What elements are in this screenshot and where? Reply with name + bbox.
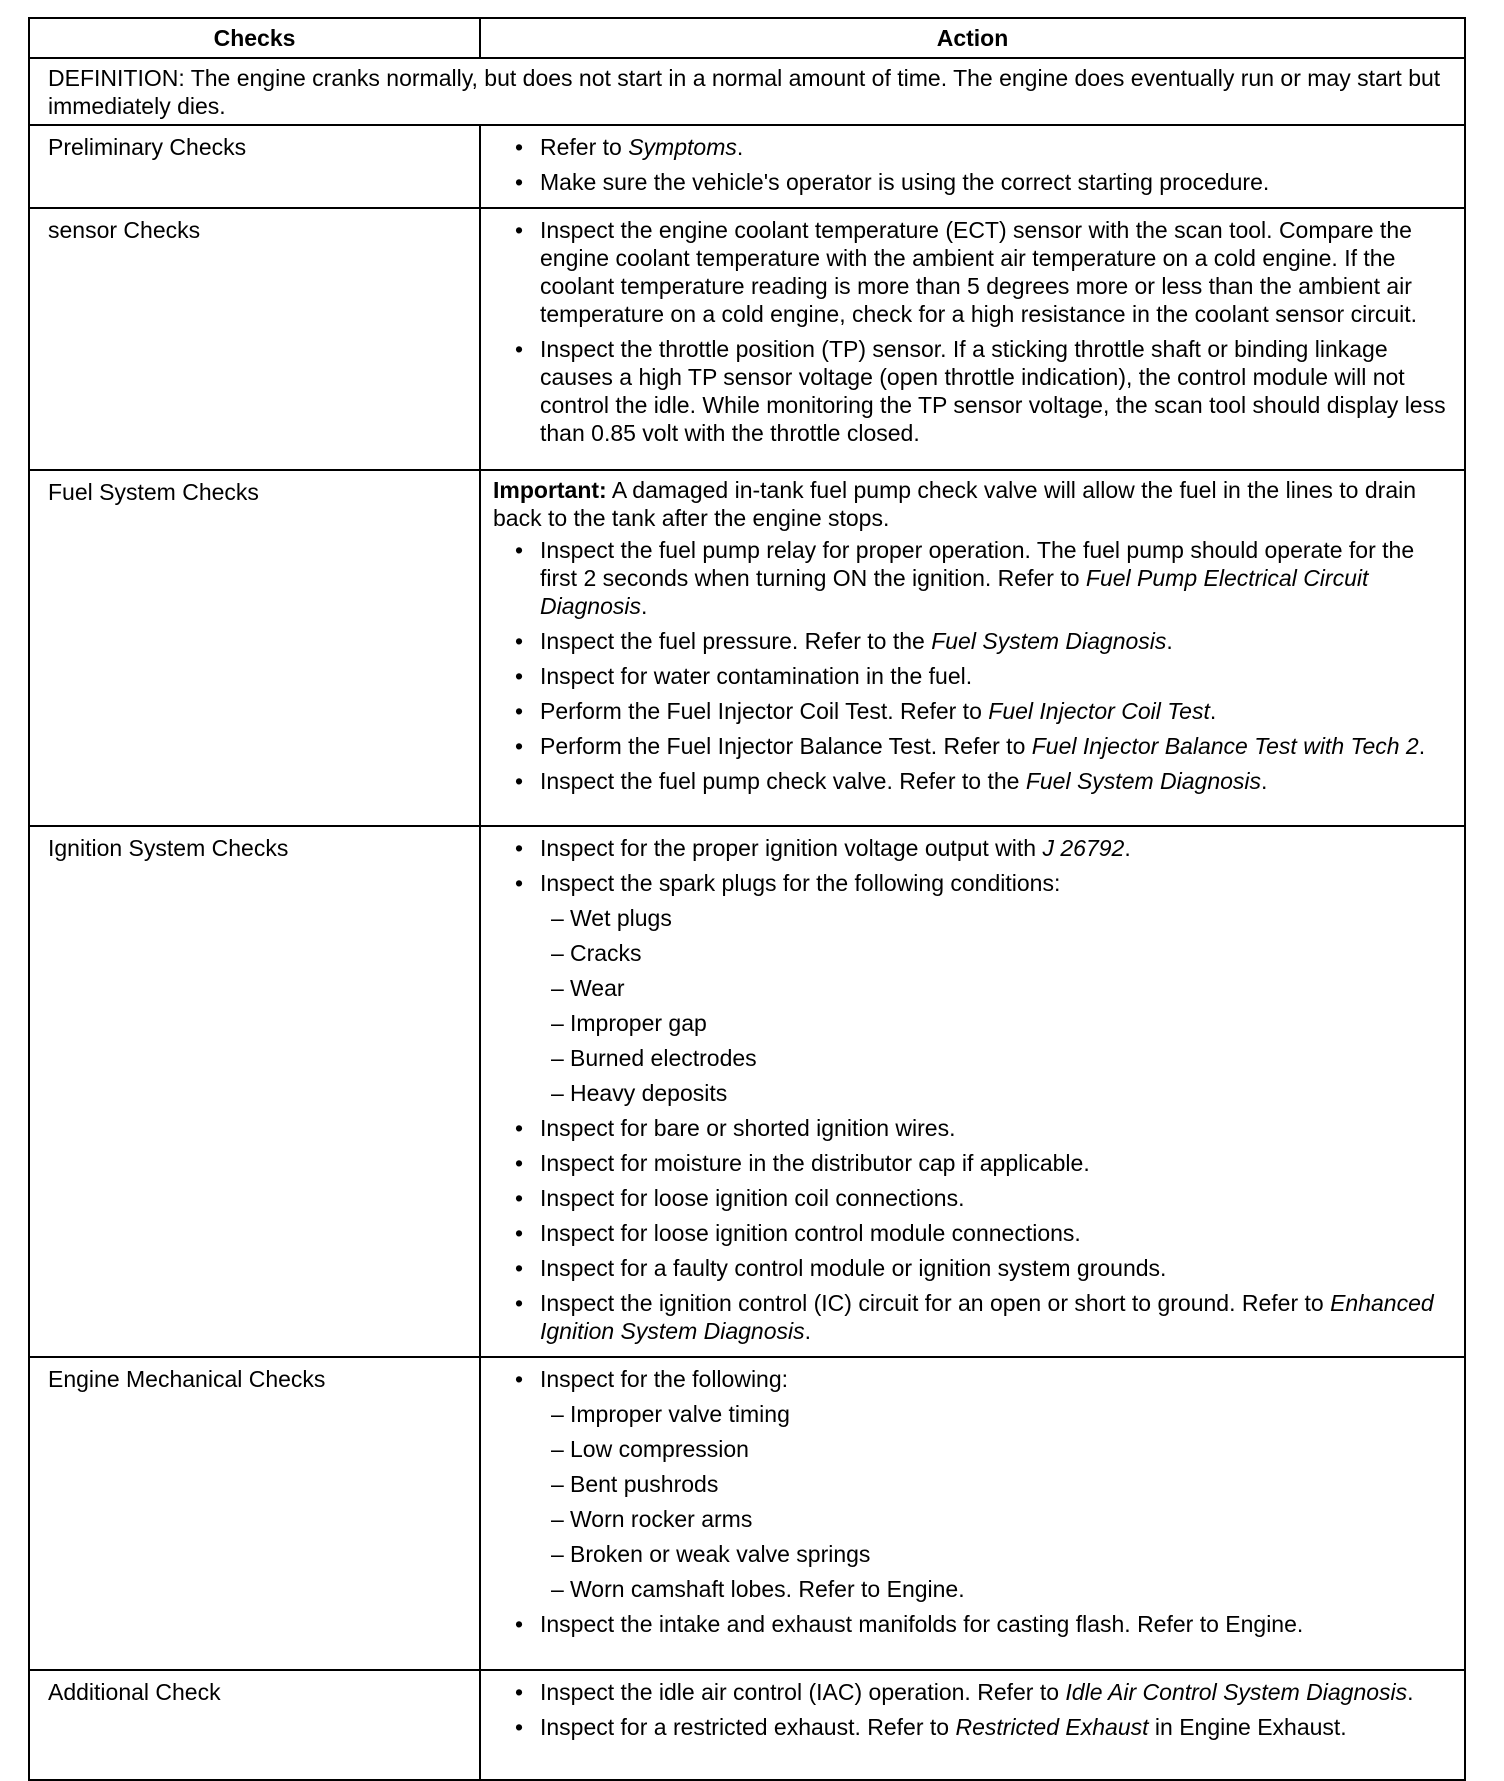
action-cell — [480, 470, 1465, 826]
sub-list-item: – Burned electrodes — [540, 1044, 1450, 1072]
sub-list — [540, 1400, 1450, 1603]
important-label: Important: — [493, 477, 607, 503]
table-row — [29, 470, 1465, 826]
reference-link: Fuel System Diagnosis — [931, 628, 1167, 654]
list-item: • Inspect for the following: – Improper valve timing – Low compression – Bent pushrods – Worn rocker arms – Broken or weak valve springs – Worn camshaft lobes. Refer to Engine. — [493, 1365, 1450, 1603]
reference-link: Fuel Injector Balance Test with Tech 2 — [1031, 733, 1419, 759]
reference-link: Symptoms — [628, 134, 737, 160]
sub-list-item: – Improper valve timing — [540, 1400, 1450, 1428]
action-list — [493, 133, 1450, 196]
list-item: • Inspect for the proper ignition voltage output with J 26792. — [493, 834, 1450, 862]
check-label: Preliminary Checks — [29, 125, 480, 208]
check-label: Additional Check — [29, 1670, 480, 1780]
list-item: • Inspect the ignition control (IC) circuit for an open or short to ground. Refer to Enhanced Ignition System Diagnosis. — [493, 1289, 1450, 1345]
list-item: • Inspect the idle air control (IAC) operation. Refer to Idle Air Control System Diagnosis. — [493, 1678, 1450, 1706]
check-label: Fuel System Checks — [29, 470, 480, 826]
sub-list-item: – Wear — [540, 974, 1450, 1002]
check-label: Engine Mechanical Checks — [29, 1357, 480, 1670]
action-list — [493, 1365, 1450, 1638]
list-item: • Inspect for a restricted exhaust. Refer to Restricted Exhaust in Engine Exhaust. — [493, 1713, 1450, 1741]
sub-list-item: – Cracks — [540, 939, 1450, 967]
list-item: • Perform the Fuel Injector Coil Test. Refer to Fuel Injector Coil Test. — [493, 697, 1450, 725]
table-row — [29, 125, 1465, 208]
list-item: • Inspect the fuel pressure. Refer to the Fuel System Diagnosis. — [493, 627, 1450, 655]
list-item: • Refer to Symptoms. — [493, 133, 1450, 161]
sub-list-item: – Broken or weak valve springs — [540, 1540, 1450, 1568]
action-cell — [480, 826, 1465, 1357]
table-row — [29, 208, 1465, 470]
action-list — [493, 216, 1450, 447]
sub-list-item: – Wet plugs — [540, 904, 1450, 932]
table-header-row — [29, 18, 1465, 58]
list-item: • Perform the Fuel Injector Balance Test. Refer to Fuel Injector Balance Test with Tech 2. — [493, 732, 1450, 760]
list-item: • Inspect the fuel pump relay for proper operation. The fuel pump should operate for the first 2 seconds when turning ON the ignition. Refer to Fuel Pump Electrical Circuit Diagnosis. — [493, 536, 1450, 620]
sub-list-item: – Worn rocker arms — [540, 1505, 1450, 1533]
sub-list-item: – Worn camshaft lobes. Refer to Engine. — [540, 1575, 1450, 1603]
header-checks: Checks — [29, 18, 480, 58]
check-label: sensor Checks — [29, 208, 480, 470]
action-cell — [480, 208, 1465, 470]
list-item: • Inspect for moisture in the distributor cap if applicable. — [493, 1149, 1450, 1177]
list-item: • Inspect for bare or shorted ignition wires. — [493, 1114, 1450, 1142]
reference-link: J 26792 — [1042, 835, 1125, 861]
action-cell — [480, 1670, 1465, 1780]
sub-list-item: – Heavy deposits — [540, 1079, 1450, 1107]
reference-link: Fuel Injector Coil Test — [988, 698, 1210, 724]
reference-link: Restricted Exhaust — [955, 1714, 1149, 1740]
list-item: • Make sure the vehicle's operator is using the correct starting procedure. — [493, 168, 1450, 196]
action-list — [493, 834, 1450, 1345]
header-action: Action — [480, 18, 1465, 58]
reference-link: Idle Air Control System Diagnosis — [1065, 1679, 1408, 1705]
reference-link: Enhanced Ignition System Diagnosis — [540, 1290, 1434, 1344]
reference-link: Fuel System Diagnosis — [1025, 768, 1262, 794]
sub-list-item: – Bent pushrods — [540, 1470, 1450, 1498]
list-item: • Inspect for a faulty control module or ignition system grounds. — [493, 1254, 1450, 1282]
list-item: • Inspect for loose ignition control module connections. — [493, 1219, 1450, 1247]
table-row — [29, 1670, 1465, 1780]
definition-row — [29, 58, 1465, 125]
important-note: Important: A damaged in-tank fuel pump check valve will allow the fuel in the lines to drain back to the tank after the engine stops. — [493, 477, 1417, 531]
definition-text: DEFINITION: The engine cranks normally, but does not start in a normal amount of time. The engine does eventually run or may start but immediately dies. — [29, 58, 1465, 125]
list-item: • Inspect the throttle position (TP) sensor. If a sticking throttle shaft or binding linkage causes a high TP sensor voltage (open throttle indication), the control module will not control the idle. While monitoring the TP sensor voltage, the scan tool should display less than 0.85 volt with the throttle closed. — [493, 335, 1450, 447]
check-label: Ignition System Checks — [29, 826, 480, 1357]
action-cell — [480, 1357, 1465, 1670]
table-row — [29, 826, 1465, 1357]
sub-list-item: – Improper gap — [540, 1009, 1450, 1037]
diagnostic-table — [28, 17, 1466, 1781]
sub-list-item: – Low compression — [540, 1435, 1450, 1463]
list-item: • Inspect for loose ignition coil connections. — [493, 1184, 1450, 1212]
action-list — [493, 536, 1450, 795]
action-list — [493, 1678, 1450, 1741]
action-cell — [480, 125, 1465, 208]
list-item: • Inspect the spark plugs for the following conditions: – Wet plugs – Cracks – Wear – Improper gap – Burned electrodes – Heavy deposits — [493, 869, 1450, 1107]
table-row — [29, 1357, 1465, 1670]
sub-list — [540, 904, 1450, 1107]
list-item: • Inspect for water contamination in the fuel. — [493, 662, 1450, 690]
list-item: • Inspect the intake and exhaust manifolds for casting flash. Refer to Engine. — [493, 1610, 1450, 1638]
reference-link: Fuel Pump Electrical Circuit Diagnosis — [540, 565, 1369, 619]
list-item: • Inspect the fuel pump check valve. Refer to the Fuel System Diagnosis. — [493, 767, 1450, 795]
list-item: • Inspect the engine coolant temperature (ECT) sensor with the scan tool. Compare the engine coolant temperature with the ambient air temperature on a cold engine. If the coolant temperature reading is more than 5 degrees more or less than the ambient air temperature on a cold engine, check for a high resistance in the coolant sensor circuit. — [493, 216, 1450, 328]
